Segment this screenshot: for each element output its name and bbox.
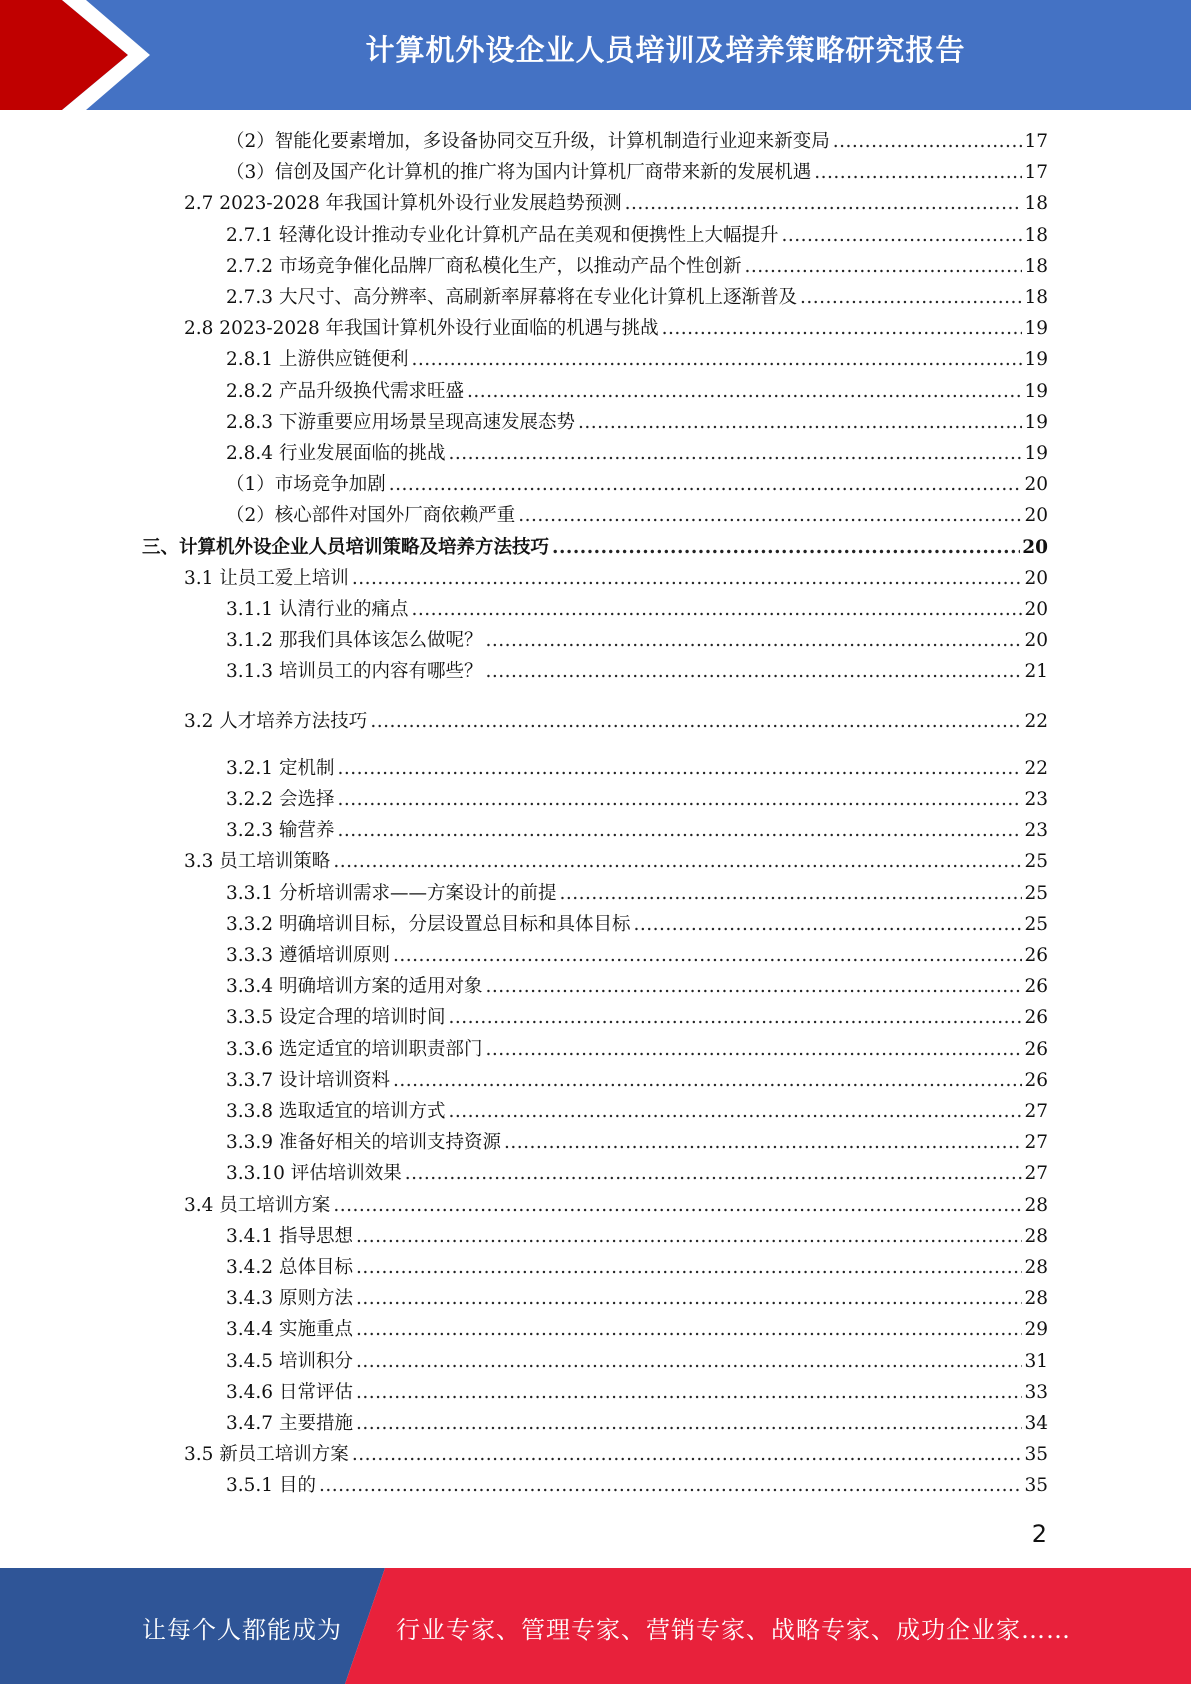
toc-entry-label: 2.8.1 上游供应链便利 bbox=[226, 349, 409, 371]
toc-entry-page: 27 bbox=[1024, 1132, 1048, 1154]
toc-entry[interactable] bbox=[226, 409, 1048, 437]
toc-entry[interactable] bbox=[184, 1192, 1048, 1220]
toc-entry-label: 3.3.2 明确培训目标，分层设置总目标和具体目标 bbox=[226, 913, 631, 935]
toc-entry-page: 18 bbox=[1024, 255, 1048, 277]
toc-entry-label: 2.7 2023-2028 年我国计算机外设行业发展趋势预测 bbox=[184, 193, 622, 215]
toc-entry-page: 18 bbox=[1024, 287, 1048, 308]
toc-entry[interactable] bbox=[226, 253, 1048, 281]
toc-entry-label: 3.3.5 设定合理的培训时间 bbox=[226, 1007, 446, 1029]
toc-leader-dots bbox=[333, 1192, 1022, 1220]
toc-leader-dots bbox=[485, 1036, 1022, 1064]
toc-leader-dots bbox=[448, 1004, 1022, 1032]
toc-entry-label: 3.1 让员工爱上培训 bbox=[184, 567, 349, 589]
toc-leader-dots bbox=[411, 346, 1022, 374]
toc-entry-page: 26 bbox=[1024, 976, 1048, 998]
toc-entry-label: 3.3.6 选定适宜的培训职责部门 bbox=[226, 1038, 483, 1060]
toc-entry[interactable] bbox=[226, 159, 1048, 187]
toc-leader-dots bbox=[337, 755, 1022, 783]
toc-entry-label: 三、计算机外设企业人员培训策略及培养方法技巧 bbox=[142, 536, 550, 558]
toc-entry-label: 3.4.4 实施重点 bbox=[226, 1319, 353, 1341]
toc-entry[interactable] bbox=[226, 1223, 1048, 1251]
toc-entry-page: 22 bbox=[1024, 710, 1048, 732]
toc-entry-page: 18 bbox=[1024, 193, 1048, 215]
toc-entry-page: 20 bbox=[1022, 536, 1048, 558]
toc-entry-page: 19 bbox=[1024, 318, 1048, 340]
toc-leader-dots bbox=[405, 1160, 1023, 1188]
toc-entry-page: 20 bbox=[1024, 474, 1048, 496]
toc-entry[interactable] bbox=[226, 440, 1048, 468]
toc-entry-label: 3.3.7 设计培训资料 bbox=[226, 1069, 390, 1091]
toc-leader-dots bbox=[448, 1098, 1022, 1126]
toc-entry[interactable] bbox=[184, 565, 1048, 593]
toc-entry[interactable] bbox=[226, 128, 1048, 156]
toc-entry-label: 3.2 人才培养方法技巧 bbox=[184, 710, 368, 732]
toc-entry-label: （2）智能化要素增加，多设备协同交互升级，计算机制造行业迎来新变局 bbox=[226, 131, 830, 152]
toc-leader-dots bbox=[633, 911, 1022, 939]
toc-entry-label: 3.2.2 会选择 bbox=[226, 789, 335, 810]
toc-entry-page: 28 bbox=[1024, 1288, 1048, 1310]
toc-entry-label: 3.5 新员工培训方案 bbox=[184, 1444, 349, 1466]
toc-entry-label: 3.2.1 定机制 bbox=[226, 757, 335, 779]
toc-entry[interactable] bbox=[226, 346, 1048, 374]
toc-entry-label: 3.4.6 日常评估 bbox=[226, 1381, 353, 1403]
toc-leader-dots bbox=[352, 565, 1023, 593]
toc-leader-dots bbox=[333, 848, 1022, 876]
toc-entry-page: 35 bbox=[1024, 1475, 1048, 1497]
toc-entry[interactable] bbox=[226, 1067, 1048, 1095]
toc-entry-page: 28 bbox=[1024, 1257, 1048, 1278]
toc-entry[interactable] bbox=[226, 1160, 1048, 1188]
page-header bbox=[0, 0, 1191, 110]
toc-entry[interactable] bbox=[226, 1348, 1048, 1376]
toc-entry-page: 20 bbox=[1024, 630, 1048, 652]
toc-entry[interactable] bbox=[226, 973, 1048, 1001]
toc-entry[interactable] bbox=[226, 378, 1048, 406]
toc-entry-label: 2.7.3 大尺寸、高分辨率、高刷新率屏幕将在专业化计算机上逐渐普及 bbox=[226, 287, 797, 308]
toc-entry-page: 19 bbox=[1024, 411, 1048, 433]
toc-entry-page: 18 bbox=[1024, 224, 1048, 246]
toc-entry-label: 2.7.1 轻薄化设计推动专业化计算机产品在美观和便携性上大幅提升 bbox=[226, 224, 779, 246]
toc-entry[interactable] bbox=[226, 1098, 1048, 1126]
toc-leader-dots bbox=[352, 1441, 1023, 1469]
toc-entry-page: 33 bbox=[1024, 1381, 1048, 1403]
toc-leader-dots bbox=[662, 315, 1023, 343]
toc-leader-dots bbox=[370, 708, 1022, 736]
toc-entry-page: 28 bbox=[1024, 1225, 1048, 1247]
toc-entry[interactable] bbox=[226, 1410, 1048, 1438]
report-title: 计算机外设企业人员培训及培养策略研究报告 bbox=[365, 33, 966, 67]
toc-entry[interactable] bbox=[226, 627, 1048, 655]
toc-entry-page: 19 bbox=[1024, 380, 1048, 402]
page-footer bbox=[0, 1568, 1191, 1684]
toc-entry-page: 19 bbox=[1024, 443, 1048, 464]
toc-entry-label: 3.4.5 培训积分 bbox=[226, 1350, 353, 1372]
toc-entry-page: 28 bbox=[1024, 1194, 1048, 1216]
toc-entry-label: 3.1.3 培训员工的内容有哪些？ bbox=[226, 661, 483, 683]
toc-entry-page: 34 bbox=[1024, 1413, 1048, 1434]
toc-entry[interactable] bbox=[226, 502, 1048, 530]
toc-leader-dots bbox=[625, 190, 1023, 218]
toc-entry-label: 3.4.1 指导思想 bbox=[226, 1225, 353, 1247]
toc-entry-label: 2.7.2 市场竞争催化品牌厂商私模化生产，以推动产品个性创新 bbox=[226, 255, 742, 277]
toc-leader-dots bbox=[356, 1316, 1023, 1344]
toc-leader-dots bbox=[552, 534, 1020, 562]
toc-entry-label: 3.4.7 主要措施 bbox=[226, 1413, 353, 1434]
toc-entry-page: 25 bbox=[1024, 913, 1048, 935]
toc-entry[interactable] bbox=[226, 471, 1048, 499]
toc-entry[interactable] bbox=[184, 190, 1048, 218]
toc-leader-dots bbox=[578, 409, 1022, 437]
toc-leader-dots bbox=[559, 880, 1022, 908]
toc-leader-dots bbox=[485, 627, 1022, 655]
toc-entry-label: 3.1.2 那我们具体该怎么做呢？ bbox=[226, 630, 483, 652]
toc-entry[interactable] bbox=[142, 534, 1048, 562]
toc-leader-dots bbox=[833, 128, 1023, 156]
toc-entry-label: 3.3.3 遵循培训原则 bbox=[226, 945, 390, 966]
toc-leader-dots bbox=[356, 1410, 1023, 1438]
toc-entry[interactable] bbox=[226, 1316, 1048, 1344]
toc-entry-page: 20 bbox=[1024, 599, 1048, 620]
toc-entry-page: 17 bbox=[1024, 131, 1048, 152]
toc-leader-dots bbox=[319, 1472, 1023, 1500]
toc-entry-label: 3.2.3 输营养 bbox=[226, 820, 335, 842]
toc-entry[interactable] bbox=[226, 1004, 1048, 1032]
toc-leader-dots bbox=[393, 942, 1022, 970]
toc-entry[interactable] bbox=[226, 596, 1048, 624]
toc-entry-page: 29 bbox=[1024, 1319, 1048, 1341]
toc-entry-page: 26 bbox=[1024, 1038, 1048, 1060]
toc-leader-dots bbox=[467, 378, 1022, 406]
toc-entry[interactable] bbox=[226, 786, 1048, 814]
toc-entry-label: 3.3.10 评估培训效果 bbox=[226, 1163, 402, 1185]
toc-leader-dots bbox=[800, 284, 1022, 312]
toc-leader-dots bbox=[389, 471, 1023, 499]
toc-entry-page: 22 bbox=[1024, 757, 1048, 779]
toc-entry-label: （1）市场竞争加剧 bbox=[226, 474, 386, 496]
toc-entry[interactable] bbox=[184, 1441, 1048, 1469]
toc-leader-dots bbox=[356, 1223, 1023, 1251]
toc-entry-label: 3.4 员工培训方案 bbox=[184, 1194, 331, 1216]
toc-entry[interactable] bbox=[226, 1285, 1048, 1313]
toc-entry-page: 23 bbox=[1024, 820, 1048, 842]
toc-entry-page: 21 bbox=[1024, 661, 1048, 683]
toc-entry-page: 25 bbox=[1024, 882, 1048, 904]
toc-leader-dots bbox=[485, 658, 1022, 686]
toc-entry[interactable] bbox=[226, 1129, 1048, 1157]
toc-entry-label: （3）信创及国产化计算机的推广将为国内计算机厂商带来新的发展机遇 bbox=[226, 162, 812, 184]
footer-slogan-right: 行业专家、管理专家、营销专家、战略专家、成功企业家…… bbox=[396, 1616, 1071, 1644]
toc-leader-dots bbox=[485, 973, 1022, 1001]
toc-entry-page: 23 bbox=[1024, 789, 1048, 810]
toc-entry-page: 35 bbox=[1024, 1444, 1048, 1466]
toc-leader-dots bbox=[744, 253, 1022, 281]
toc-leader-dots bbox=[356, 1254, 1023, 1282]
toc-entry[interactable] bbox=[226, 1472, 1048, 1500]
toc-entry-page: 25 bbox=[1024, 851, 1048, 873]
toc-entry[interactable] bbox=[226, 658, 1048, 686]
toc-entry-label: 3.3.8 选取适宜的培训方式 bbox=[226, 1101, 446, 1122]
toc-entry[interactable] bbox=[226, 911, 1048, 939]
toc-entry[interactable] bbox=[184, 708, 1048, 736]
toc-entry-label: 3.1.1 认清行业的痛点 bbox=[226, 599, 409, 620]
toc-entry-label: 3.3.9 准备好相关的培训支持资源 bbox=[226, 1132, 501, 1154]
toc-entry[interactable] bbox=[184, 315, 1048, 343]
toc-entry[interactable] bbox=[226, 222, 1048, 250]
toc-leader-dots bbox=[448, 440, 1022, 468]
toc-entry-label: 3.4.2 总体目标 bbox=[226, 1257, 353, 1278]
toc-entry[interactable] bbox=[226, 1254, 1048, 1282]
toc-entry-page: 27 bbox=[1024, 1163, 1048, 1185]
toc-entry-page: 17 bbox=[1024, 162, 1048, 184]
toc-entry-label: 2.8.4 行业发展面临的挑战 bbox=[226, 443, 446, 464]
toc-leader-dots bbox=[356, 1285, 1023, 1313]
toc-leader-dots bbox=[393, 1067, 1022, 1095]
toc-entry-label: 3.5.1 目的 bbox=[226, 1475, 316, 1497]
toc-leader-dots bbox=[518, 502, 1022, 530]
toc-entry[interactable] bbox=[184, 848, 1048, 876]
toc-entry-page: 27 bbox=[1024, 1101, 1048, 1122]
toc-entry-page: 19 bbox=[1024, 349, 1048, 371]
toc-entry-label: 2.8.3 下游重要应用场景呈现高速发展态势 bbox=[226, 411, 575, 433]
toc-entry[interactable] bbox=[226, 1036, 1048, 1064]
toc-entry-page: 26 bbox=[1024, 945, 1048, 966]
toc-entry-label: 2.8 2023-2028 年我国计算机外设行业面临的机遇与挑战 bbox=[184, 318, 659, 340]
toc-leader-dots bbox=[337, 786, 1022, 814]
toc-leader-dots bbox=[356, 1379, 1023, 1407]
toc-entry[interactable] bbox=[226, 942, 1048, 970]
toc-entry[interactable] bbox=[226, 1379, 1048, 1407]
toc-entry-page: 20 bbox=[1024, 505, 1048, 527]
toc-leader-dots bbox=[356, 1348, 1023, 1376]
toc-entry-page: 20 bbox=[1024, 567, 1048, 589]
toc-entry-label: 3.4.3 原则方法 bbox=[226, 1288, 353, 1310]
toc-entry-page: 26 bbox=[1024, 1007, 1048, 1029]
toc-entry-page: 31 bbox=[1024, 1350, 1048, 1372]
toc-leader-dots bbox=[411, 596, 1022, 624]
page-number: 2 bbox=[1031, 1520, 1047, 1548]
toc-entry-label: 2.8.2 产品升级换代需求旺盛 bbox=[226, 380, 464, 402]
toc-entry-label: 3.3.1 分析培训需求——方案设计的前提 bbox=[226, 882, 557, 904]
toc-leader-dots bbox=[337, 817, 1022, 845]
toc-leader-dots bbox=[781, 222, 1022, 250]
toc-entry-page: 26 bbox=[1024, 1069, 1048, 1091]
footer-slogan-left: 让每个人都能成为 bbox=[142, 1616, 342, 1644]
toc-entry[interactable] bbox=[226, 880, 1048, 908]
toc-leader-dots bbox=[814, 159, 1022, 187]
toc-entry-label: 3.3.4 明确培训方案的适用对象 bbox=[226, 976, 483, 998]
toc-entry-label: 3.3 员工培训策略 bbox=[184, 851, 331, 873]
toc-entry[interactable] bbox=[226, 284, 1048, 312]
toc-entry-label: （2）核心部件对国外厂商依赖严重 bbox=[226, 505, 516, 527]
toc-entry[interactable] bbox=[226, 817, 1048, 845]
toc-leader-dots bbox=[504, 1129, 1022, 1157]
toc-entry[interactable] bbox=[226, 755, 1048, 783]
